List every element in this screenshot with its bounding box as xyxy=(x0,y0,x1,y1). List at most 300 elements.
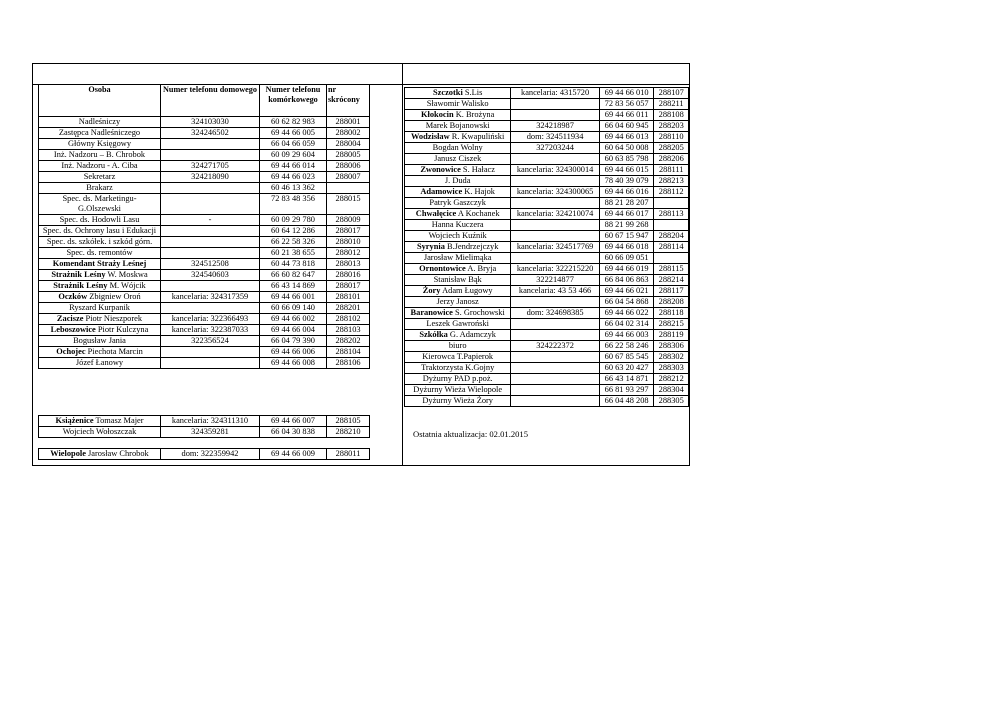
home-phone-cell xyxy=(511,385,599,396)
location-name: Żory xyxy=(422,286,441,295)
table-row xyxy=(39,347,370,358)
person-cell xyxy=(39,183,161,194)
short-number-cell: 288011 xyxy=(327,449,370,460)
mobile-phone-cell: 66 04 79 390 xyxy=(260,336,327,347)
home-phone-cell: 324218987 xyxy=(511,121,599,132)
person-cell xyxy=(405,396,511,407)
person-name: W. Moskwa xyxy=(105,270,148,279)
mobile-phone-cell: 69 44 66 016 xyxy=(599,187,654,198)
person-cell xyxy=(39,128,161,139)
mobile-phone-cell: 60 66 09 051 xyxy=(599,253,654,264)
table-row xyxy=(39,416,370,427)
home-phone-cell xyxy=(511,220,599,231)
short-number-cell: 288009 xyxy=(327,215,370,226)
mobile-phone-cell: 66 04 60 945 xyxy=(599,121,654,132)
home-phone-cell xyxy=(161,358,260,369)
table-row xyxy=(39,292,370,303)
person-cell xyxy=(405,143,511,154)
location-name: Syrynia xyxy=(416,242,445,251)
home-phone-cell xyxy=(161,183,260,194)
mobile-phone-cell: 69 44 66 007 xyxy=(260,416,327,427)
person-name: Spec. ds. Marketingu- G.Olszewski xyxy=(62,194,137,213)
home-phone-cell: kancelaria: 324317359 xyxy=(161,292,260,303)
left-contacts-table xyxy=(38,84,370,369)
person-cell xyxy=(39,303,161,314)
table-row xyxy=(405,352,689,363)
person-name: Tomasz Majer xyxy=(93,416,144,425)
home-phone-cell xyxy=(511,154,599,165)
person-cell xyxy=(39,150,161,161)
short-number-cell: 288005 xyxy=(327,150,370,161)
person-cell xyxy=(39,194,161,215)
location-name: Szkółka xyxy=(419,330,448,339)
phone-directory-frame xyxy=(32,63,690,466)
person-name: Hanna Kuczera xyxy=(431,220,484,229)
home-phone-cell xyxy=(511,363,599,374)
mobile-phone-cell: 66 04 66 059 xyxy=(260,139,327,150)
person-name: Bogdan Wolny xyxy=(432,143,483,152)
home-phone-cell: dom: 324511934 xyxy=(511,132,599,143)
home-phone-cell: 324222372 xyxy=(511,341,599,352)
short-number-cell: 288106 xyxy=(327,358,370,369)
mobile-phone-cell: 66 84 06 863 xyxy=(599,275,654,286)
table-row xyxy=(39,314,370,325)
person-name: J. Duda xyxy=(444,176,471,185)
table-row xyxy=(39,270,370,281)
home-phone-cell xyxy=(511,352,599,363)
person-name: S.Lis xyxy=(462,88,483,97)
short-number-cell: 288303 xyxy=(654,363,689,374)
mobile-phone-cell: 60 67 85 545 xyxy=(599,352,654,363)
home-phone-cell xyxy=(161,139,260,150)
table-row xyxy=(39,325,370,336)
person-name: Wojciech Kuźnik xyxy=(428,231,487,240)
mobile-phone-cell: 69 44 66 023 xyxy=(260,172,327,183)
home-phone-cell: 324540603 xyxy=(161,270,260,281)
person-name: Brakarz xyxy=(86,183,113,192)
person-name: B.Jendrzejczyk xyxy=(444,242,499,251)
person-name: Spec. ds. szkółek. i szkód górn. xyxy=(46,237,153,246)
short-number-cell: 288201 xyxy=(327,303,370,314)
person-name: Marek Bojanowski xyxy=(425,121,490,130)
person-name: G. Adamczyk xyxy=(447,330,496,339)
top-divider-line xyxy=(403,84,690,85)
person-cell xyxy=(405,264,511,275)
table-row xyxy=(39,150,370,161)
short-number-cell xyxy=(654,198,689,209)
person-cell xyxy=(405,319,511,330)
mobile-phone-cell: 60 67 15 947 xyxy=(599,231,654,242)
location-name: Oczków xyxy=(58,292,88,301)
person-cell xyxy=(39,117,161,128)
person-name: Główny Księgowy xyxy=(67,139,132,148)
person-cell xyxy=(405,176,511,187)
table-row xyxy=(405,385,689,396)
short-number-cell: 288117 xyxy=(654,286,689,297)
table-row xyxy=(405,253,689,264)
table-row xyxy=(39,449,370,460)
person-name: biuro xyxy=(448,341,467,350)
person-name: Piotr Kulczyna xyxy=(95,325,149,334)
table-row xyxy=(405,165,689,176)
home-phone-cell xyxy=(511,253,599,264)
person-cell xyxy=(39,347,161,358)
short-number-cell xyxy=(654,220,689,231)
person-name: Jarosław Chrobok xyxy=(85,449,149,458)
header-osoba: Osoba xyxy=(39,85,161,117)
person-name: Jarosław Mielimąka xyxy=(423,253,492,262)
mobile-phone-cell: 69 44 66 013 xyxy=(599,132,654,143)
person-name: Kierowca T.Papierok xyxy=(422,352,494,361)
mobile-phone-cell: 66 04 02 314 xyxy=(599,319,654,330)
table-row xyxy=(39,215,370,226)
short-number-cell: 288016 xyxy=(327,270,370,281)
table-row xyxy=(405,297,689,308)
person-name: Sławomir Walisko xyxy=(426,99,489,108)
person-name: Traktorzysta K.Gojny xyxy=(421,363,495,372)
person-name: K. Hajok xyxy=(462,187,495,196)
person-name: Ryszard Kurpanik xyxy=(69,303,130,312)
short-number-cell xyxy=(327,183,370,194)
home-phone-cell xyxy=(511,297,599,308)
home-phone-cell: 324103030 xyxy=(161,117,260,128)
home-phone-cell: 324271705 xyxy=(161,161,260,172)
short-number-cell: 288010 xyxy=(327,237,370,248)
short-number-cell: 288105 xyxy=(327,416,370,427)
person-cell xyxy=(405,121,511,132)
location-name: Zwonowice xyxy=(420,165,461,174)
short-number-cell: 288212 xyxy=(654,374,689,385)
mobile-phone-cell: 66 22 58 326 xyxy=(260,237,327,248)
home-phone-cell xyxy=(161,248,260,259)
short-number-cell: 288111 xyxy=(654,165,689,176)
table-row xyxy=(39,303,370,314)
left-contacts-table-3 xyxy=(38,448,370,460)
home-phone-cell: dom: 324698385 xyxy=(511,308,599,319)
person-cell xyxy=(405,99,511,110)
home-phone-cell xyxy=(511,319,599,330)
table-row xyxy=(39,281,370,292)
person-cell xyxy=(39,259,161,270)
person-name: Zastępca Nadleśniczego xyxy=(58,128,141,137)
table-row xyxy=(405,121,689,132)
location-name: Szczotki xyxy=(433,88,463,97)
person-cell xyxy=(405,308,511,319)
person-cell xyxy=(405,341,511,352)
table-row xyxy=(405,242,689,253)
home-phone-cell xyxy=(511,374,599,385)
person-cell xyxy=(39,416,161,427)
table-row xyxy=(39,183,370,194)
person-cell xyxy=(405,297,511,308)
short-number-cell: 288306 xyxy=(654,341,689,352)
short-number-cell: 288101 xyxy=(327,292,370,303)
person-cell xyxy=(39,139,161,150)
table-row xyxy=(405,231,689,242)
short-number-cell: 288114 xyxy=(654,242,689,253)
person-name: M. Wójcik xyxy=(107,281,146,290)
person-cell xyxy=(405,220,511,231)
person-cell xyxy=(39,215,161,226)
person-name: Wojciech Wołoszczak xyxy=(62,427,137,436)
person-cell xyxy=(39,449,161,460)
home-phone-cell: kancelaria: 324311310 xyxy=(161,416,260,427)
table-row xyxy=(405,275,689,286)
table-row xyxy=(405,99,689,110)
short-number-cell: 288108 xyxy=(654,110,689,121)
table-row xyxy=(39,237,370,248)
person-name: Dyżurny PAD p.poż. xyxy=(422,374,493,383)
home-phone-cell xyxy=(511,330,599,341)
table-row xyxy=(405,286,689,297)
person-name: Inż. Nadzoru – B. Chrobok xyxy=(53,150,146,159)
short-number-cell: 288107 xyxy=(654,88,689,99)
home-phone-cell: 324512508 xyxy=(161,259,260,270)
mobile-phone-cell: 60 62 82 983 xyxy=(260,117,327,128)
person-name: S. Grochowski xyxy=(452,308,505,317)
person-cell xyxy=(405,385,511,396)
short-number-cell: 288115 xyxy=(654,264,689,275)
person-cell xyxy=(405,352,511,363)
table-row xyxy=(39,139,370,150)
table-row xyxy=(39,248,370,259)
person-cell xyxy=(39,270,161,281)
short-number-cell: 288119 xyxy=(654,330,689,341)
mobile-phone-cell: 69 44 66 017 xyxy=(599,209,654,220)
short-number-cell: 288002 xyxy=(327,128,370,139)
home-phone-cell: 324246502 xyxy=(161,128,260,139)
home-phone-cell: kancelaria: 324300014 xyxy=(511,165,599,176)
short-number-cell: 288210 xyxy=(327,427,370,438)
mobile-phone-cell: 60 44 73 818 xyxy=(260,259,327,270)
table-row xyxy=(405,264,689,275)
home-phone-cell xyxy=(511,176,599,187)
short-number-cell: 288113 xyxy=(654,209,689,220)
person-cell xyxy=(39,336,161,347)
short-number-cell: 288110 xyxy=(654,132,689,143)
person-name: Dyżurny Wieża Wielopole xyxy=(413,385,503,394)
mobile-phone-cell: 69 44 66 002 xyxy=(260,314,327,325)
person-cell xyxy=(39,314,161,325)
mobile-phone-cell: 66 04 54 868 xyxy=(599,297,654,308)
table-row xyxy=(39,358,370,369)
person-name: A Kochanek xyxy=(456,209,500,218)
mobile-phone-cell: 88 21 28 207 xyxy=(599,198,654,209)
location-name: Ochojec xyxy=(56,347,86,356)
location-name: Strażnik Leśny xyxy=(53,281,108,290)
person-name: Janusz Ciszek xyxy=(434,154,482,163)
table-row xyxy=(39,259,370,270)
location-name: Chwałęcice xyxy=(415,209,457,218)
table-row xyxy=(405,88,689,99)
mobile-phone-cell: 66 04 30 838 xyxy=(260,427,327,438)
mobile-phone-cell: 60 21 38 655 xyxy=(260,248,327,259)
table-row xyxy=(405,132,689,143)
person-cell xyxy=(405,209,511,220)
mobile-phone-cell: 66 43 14 869 xyxy=(260,281,327,292)
table-row xyxy=(405,330,689,341)
table-row xyxy=(39,194,370,215)
mobile-phone-cell: 69 44 66 010 xyxy=(599,88,654,99)
short-number-cell: 288215 xyxy=(654,319,689,330)
mobile-phone-cell: 60 09 29 604 xyxy=(260,150,327,161)
person-name: Bogusław Jania xyxy=(73,336,126,345)
table-row xyxy=(405,308,689,319)
person-cell xyxy=(39,358,161,369)
person-cell xyxy=(405,363,511,374)
short-number-cell: 288001 xyxy=(327,117,370,128)
mobile-phone-cell: 69 44 66 022 xyxy=(599,308,654,319)
table-row xyxy=(405,396,689,407)
person-name: Zbigniew Oroń xyxy=(87,292,141,301)
home-phone-cell xyxy=(511,231,599,242)
short-number-cell: 288118 xyxy=(654,308,689,319)
mobile-phone-cell: 66 81 93 297 xyxy=(599,385,654,396)
short-number-cell: 288013 xyxy=(327,259,370,270)
short-number-cell: 288204 xyxy=(654,231,689,242)
person-name: Jerzy Janosz xyxy=(436,297,479,306)
home-phone-cell xyxy=(161,237,260,248)
short-number-cell: 288004 xyxy=(327,139,370,150)
home-phone-cell: kancelaria: 324210074 xyxy=(511,209,599,220)
short-number-cell: 288202 xyxy=(327,336,370,347)
short-number-cell: 288017 xyxy=(327,281,370,292)
mobile-phone-cell: 69 44 66 021 xyxy=(599,286,654,297)
short-number-cell: 288214 xyxy=(654,275,689,286)
table-row xyxy=(39,226,370,237)
table-row xyxy=(405,363,689,374)
person-name: Piotr Nieszporek xyxy=(83,314,143,323)
table-row xyxy=(39,427,370,438)
right-contacts-table xyxy=(404,87,689,407)
header-row xyxy=(39,85,370,117)
location-name: Wodzisław xyxy=(411,132,450,141)
short-number-cell: 288208 xyxy=(654,297,689,308)
last-update-note: Ostatnia aktualizacja: 02.01.2015 xyxy=(413,429,529,439)
mobile-phone-cell: 69 44 66 003 xyxy=(599,330,654,341)
person-name: Patryk Gaszczyk xyxy=(429,198,486,207)
table-row xyxy=(405,220,689,231)
home-phone-cell: 327203244 xyxy=(511,143,599,154)
mobile-phone-cell: 60 63 20 427 xyxy=(599,363,654,374)
location-name: Adamowice xyxy=(420,187,463,196)
person-cell xyxy=(405,132,511,143)
short-number-cell xyxy=(654,253,689,264)
location-name: Wielopole xyxy=(50,449,86,458)
location-name: Zacisze xyxy=(56,314,84,323)
home-phone-cell xyxy=(161,194,260,215)
table-row xyxy=(405,198,689,209)
home-phone-cell: 322356524 xyxy=(161,336,260,347)
person-cell xyxy=(39,237,161,248)
header-short-number: nr skrócony xyxy=(327,85,370,117)
person-name: S. Hałacz xyxy=(460,165,495,174)
person-name: Stanisław Bąk xyxy=(433,275,482,284)
home-phone-cell: kancelaria: 4315720 xyxy=(511,88,599,99)
person-cell xyxy=(39,161,161,172)
table-row xyxy=(39,117,370,128)
mobile-phone-cell: 69 44 66 015 xyxy=(599,165,654,176)
person-name: Spec. ds. Ochrony lasu i Edukacji xyxy=(42,226,157,235)
mobile-phone-cell: 60 46 13 362 xyxy=(260,183,327,194)
table-row xyxy=(405,187,689,198)
table-row xyxy=(39,336,370,347)
short-number-cell: 288203 xyxy=(654,121,689,132)
person-name: Józef Łanowy xyxy=(75,358,124,367)
table-row xyxy=(405,374,689,385)
short-number-cell: 288213 xyxy=(654,176,689,187)
person-name: K. Brożyna xyxy=(453,110,495,119)
top-divider-line xyxy=(370,84,402,85)
home-phone-cell xyxy=(161,347,260,358)
home-phone-cell: kancelaria: 322215220 xyxy=(511,264,599,275)
home-phone-cell xyxy=(161,303,260,314)
person-cell xyxy=(39,292,161,303)
short-number-cell: 288205 xyxy=(654,143,689,154)
location-name: Książenice xyxy=(55,416,94,425)
short-number-cell: 288302 xyxy=(654,352,689,363)
person-cell xyxy=(405,165,511,176)
person-cell xyxy=(39,427,161,438)
home-phone-cell xyxy=(511,99,599,110)
home-phone-cell xyxy=(161,226,260,237)
mobile-phone-cell: 88 21 99 268 xyxy=(599,220,654,231)
short-number-cell: 288211 xyxy=(654,99,689,110)
home-phone-cell: 324218090 xyxy=(161,172,260,183)
mobile-phone-cell: 60 63 85 798 xyxy=(599,154,654,165)
mobile-phone-cell: 60 09 29 780 xyxy=(260,215,327,226)
person-cell xyxy=(405,286,511,297)
mobile-phone-cell: 72 83 48 356 xyxy=(260,194,327,215)
person-name: Piechota Marcin xyxy=(85,347,143,356)
person-name: Spec. ds. Hodowli Lasu xyxy=(59,215,140,224)
home-phone-cell: kancelaria: 322387033 xyxy=(161,325,260,336)
home-phone-cell: kancelaria: 324300065 xyxy=(511,187,599,198)
home-phone-cell: 324359281 xyxy=(161,427,260,438)
short-number-cell: 288015 xyxy=(327,194,370,215)
short-number-cell: 288006 xyxy=(327,161,370,172)
short-number-cell: 288304 xyxy=(654,385,689,396)
home-phone-cell: kancelaria: 324517769 xyxy=(511,242,599,253)
person-name: Dyżurny Wieża Żory xyxy=(422,396,493,405)
mobile-phone-cell: 60 64 12 286 xyxy=(260,226,327,237)
short-number-cell: 288007 xyxy=(327,172,370,183)
home-phone-cell xyxy=(511,110,599,121)
mobile-phone-cell: 69 44 66 004 xyxy=(260,325,327,336)
mobile-phone-cell: 69 44 66 014 xyxy=(260,161,327,172)
location-name: Baranowice xyxy=(410,308,453,317)
left-contacts-table-2 xyxy=(38,415,370,438)
header-home-phone: Numer telefonu domowego xyxy=(161,85,260,117)
table-row xyxy=(405,319,689,330)
mobile-phone-cell: 66 04 48 208 xyxy=(599,396,654,407)
short-number-cell: 288017 xyxy=(327,226,370,237)
mobile-phone-cell: 69 44 66 009 xyxy=(260,449,327,460)
mobile-phone-cell: 69 44 66 006 xyxy=(260,347,327,358)
mobile-phone-cell: 69 44 66 005 xyxy=(260,128,327,139)
location-name: Komendant Straży Leśnej xyxy=(52,259,147,268)
person-cell xyxy=(39,248,161,259)
mobile-phone-cell: 69 44 66 008 xyxy=(260,358,327,369)
table-row xyxy=(405,176,689,187)
mobile-phone-cell: 66 22 58 246 xyxy=(599,341,654,352)
table-row xyxy=(405,341,689,352)
person-name: Leszek Gawroński xyxy=(426,319,489,328)
short-number-cell: 288103 xyxy=(327,325,370,336)
home-phone-cell xyxy=(511,396,599,407)
person-cell xyxy=(405,198,511,209)
person-cell xyxy=(405,187,511,198)
